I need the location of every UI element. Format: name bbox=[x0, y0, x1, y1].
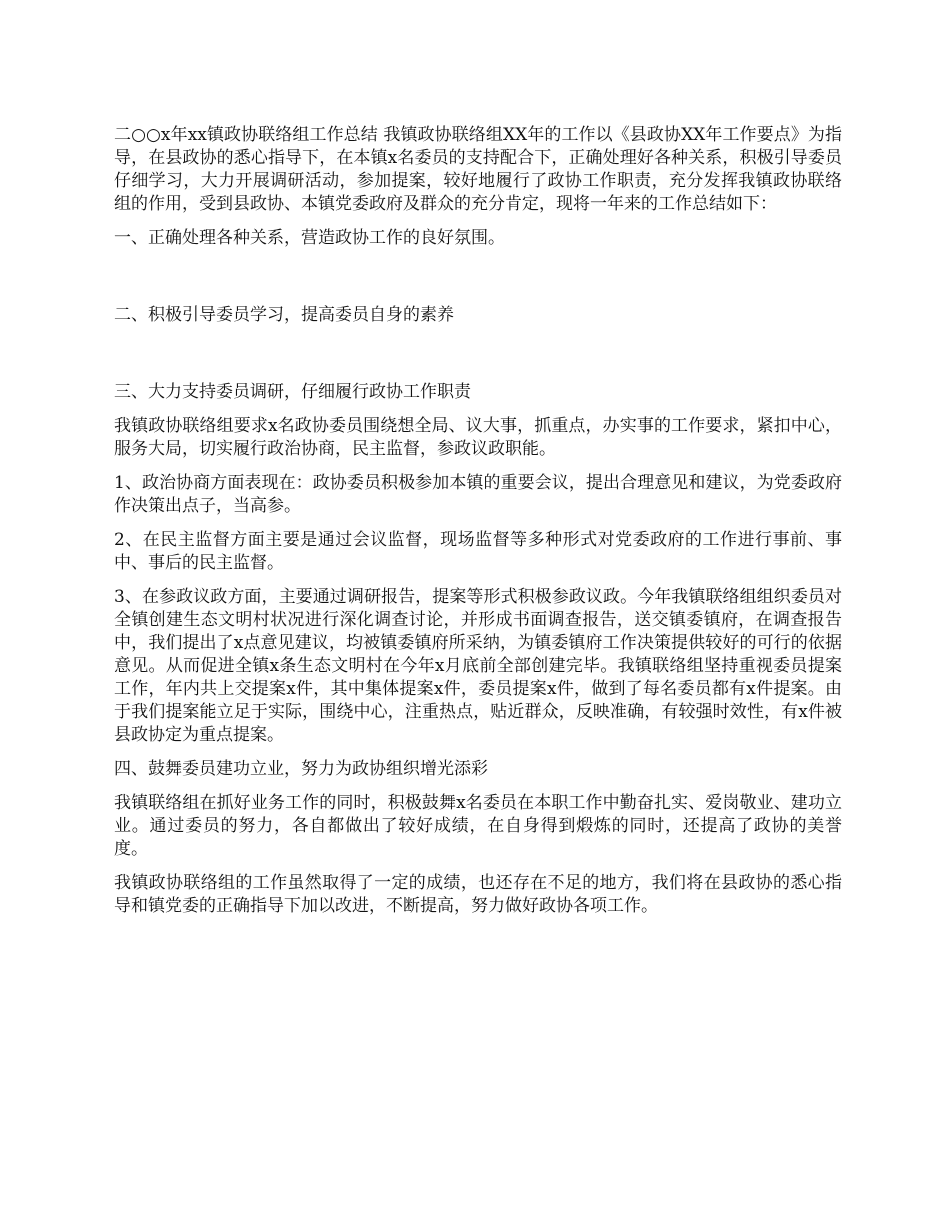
numbered-paragraph-3: 3、在参政议政方面，主要通过调研报告，提案等形式积极参政议政。今年我镇联络组组织委员对全镇创建生态文明村状况进行深化调查讨论，并形成书面调查报告，送交镇委镇府，在调查报告中，我们提出了x点意见建议，均被镇委镇府所采纳，为镇委镇府工作决策提供较好的可行的依据意见。从而促进全镇x条生态文明村在今年x月底前全部创建完毕。我镇联络组坚持重视委员提案工作，年内共上交提案x件，其中集体提案x件，委员提案x件，做到了每名委员都有x件提案。由于我们提案能立足于实际，围绕中心，注重热点，贴近群众，反映准确，有较强时效性，有x件被县政协定为重点提案。 bbox=[114, 587, 842, 745]
section-heading-4: 四、鼓舞委员建功立业，努力为政协组织增光添彩 bbox=[114, 759, 488, 779]
closing-paragraph: 我镇政协联络组的工作虽然取得了一定的成绩，也还存在不足的地方，我们将在县政协的悉心指导和镇党委的正确指导下加以改进，不断提高，努力做好政协各项工作。 bbox=[114, 873, 842, 916]
document-body bbox=[114, 124, 842, 929]
intro-paragraph: 二○○x年xx镇政协联络组工作总结 我镇政协联络组XX年的工作以《县政协XX年工作要点》为指导，在县政协的悉心指导下，在本镇x名委员的支持配合下，正确处理好各种关系，积极引导委员仔细学习，大力开展调研活动，参加提案，较好地履行了政协工作职责，充分发挥我镇政协联络组的作用，受到县政协、本镇党委政府及群众的充分肯定，现将一年来的工作总结如下： bbox=[114, 125, 842, 214]
section-heading-2: 二、积极引导委员学习，提高委员自身的素养 bbox=[114, 305, 454, 325]
body-paragraph: 我镇联络组在抓好业务工作的同时，积极鼓舞x名委员在本职工作中勤奋扎实、爱岗敬业、建功立业。通过委员的努力，各自都做出了较好成绩，在自身得到煅炼的同时，还提高了政协的美誉度。 bbox=[114, 793, 842, 859]
numbered-paragraph-2: 2、在民主监督方面主要是通过会议监督，现场监督等多种形式对党委政府的工作进行事前、事中、事后的民主监督。 bbox=[114, 530, 842, 573]
section-heading-1: 一、正确处理各种关系，营造政协工作的良好氛围。 bbox=[114, 228, 505, 248]
section-heading-3: 三、大力支持委员调研，仔细履行政协工作职责 bbox=[114, 382, 471, 402]
body-paragraph: 我镇政协联络组要求x名政协委员围绕想全局、议大事，抓重点，办实事的工作要求，紧扣中心，服务大局，切实履行政治协商，民主监督，参政议政职能。 bbox=[114, 416, 842, 459]
numbered-paragraph-1: 1、政治协商方面表现在：政协委员积极参加本镇的重要会议，提出合理意见和建议，为党委政府作决策出点子，当高参。 bbox=[114, 473, 842, 516]
